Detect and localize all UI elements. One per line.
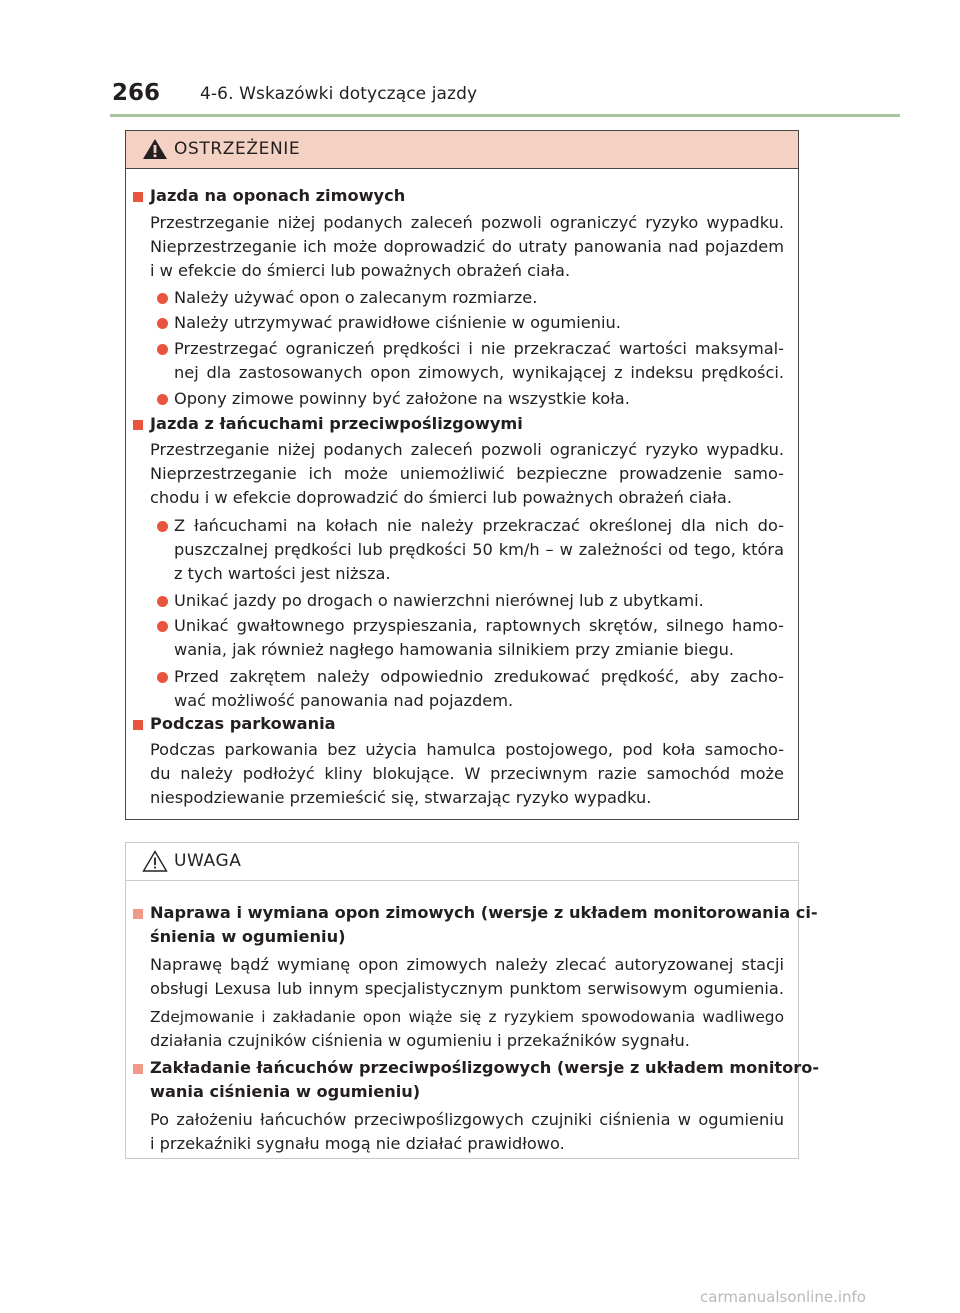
- notice-box-header: [126, 843, 798, 881]
- paragraph-line: Naprawę bądź wymianę opon zimowych należy zlecać autoryzowanej stacji: [150, 955, 784, 974]
- section-marker: [133, 192, 143, 202]
- bullet-marker: [157, 344, 168, 355]
- paragraph-line: obsługi Lexusa lub innym specjalistycznym punktom serwisowym ogumienia.: [150, 979, 784, 998]
- bullet-text: Przestrzegać ograniczeń prędkości i nie przekraczać wartości maksymal-: [174, 339, 784, 358]
- section-heading: Zakładanie łańcuchów przeciwpoślizgowych (wersje z układem monitoro-: [150, 1058, 820, 1077]
- bullet-text: puszczalnej prędkości lub prędkości 50 km/h – w zależności od tego, która: [174, 540, 784, 559]
- section-marker: [133, 420, 143, 430]
- section-title: 4-6. Wskazówki dotyczące jazdy: [200, 84, 478, 104]
- bullet-marker: [157, 621, 168, 632]
- paragraph-line: Nieprzestrzeganie ich może uniemożliwić bezpieczne prowadzenie samo-: [150, 464, 784, 483]
- section-heading: Jazda na oponach zimowych: [150, 186, 406, 205]
- paragraph-line: chodu i w efekcie doprowadzić do śmierci lub poważnych obrażeń ciała.: [150, 488, 732, 507]
- bullet-text: wać możliwość panowania nad pojazdem.: [174, 691, 514, 710]
- section-heading: Jazda z łańcuchami przeciwpoślizgowymi: [150, 414, 523, 433]
- notice-box-title: UWAGA: [174, 851, 242, 871]
- bullet-text: Z łańcuchami na kołach nie należy przekraczać określonej dla nich do-: [174, 516, 784, 535]
- paragraph-line: Zdejmowanie i zakładanie opon wiąże się z ryzykiem spowodowania wadliwego: [150, 1008, 784, 1026]
- paragraph-line: du należy podłożyć kliny blokujące. W przeciwnym razie samochód może: [150, 764, 784, 783]
- section-heading: Naprawa i wymiana opon zimowych (wersje z układem monitorowania ci-: [150, 903, 818, 922]
- warning-box: [125, 130, 799, 820]
- warning-box-header: [126, 131, 798, 169]
- bullet-marker: [157, 293, 168, 304]
- paragraph-line: i w efekcie do śmierci lub poważnych obrażeń ciała.: [150, 261, 571, 280]
- paragraph-line: Po założeniu łańcuchów przeciwpoślizgowych czujniki ciśnienia w ogumieniu: [150, 1110, 784, 1129]
- warning-triangle-icon: [142, 138, 168, 164]
- bullet-text: wania, jak również nagłego hamowania silnikiem przy zmianie biegu.: [174, 640, 735, 659]
- paragraph-line: działania czujników ciśnienia w ogumieniu i przekaźników sygnału.: [150, 1031, 690, 1050]
- bullet-text: Opony zimowe powinny być założone na wszystkie koła.: [174, 389, 630, 408]
- page-number: 266: [112, 80, 161, 106]
- bullet-text: Unikać jazdy po drogach o nawierzchni nierównej lub z ubytkami.: [174, 591, 704, 610]
- bullet-marker: [157, 318, 168, 329]
- section-heading: wania ciśnienia w ogumieniu): [150, 1082, 421, 1101]
- bullet-text: Unikać gwałtownego przyspieszania, raptownych skrętów, silnego hamo-: [174, 616, 784, 635]
- bullet-marker: [157, 596, 168, 607]
- watermark: carmanualsonline.info: [700, 1288, 866, 1306]
- caution-triangle-icon: [142, 850, 168, 876]
- warning-box-title: OSTRZEŻENIE: [174, 139, 301, 159]
- bullet-text: Należy używać opon o zalecanym rozmiarze.: [174, 288, 538, 307]
- paragraph-line: Podczas parkowania bez użycia hamulca postojowego, pod koła samocho-: [150, 740, 784, 759]
- bullet-text: nej dla zastosowanych opon zimowych, wynikającej z indeksu prędkości.: [174, 363, 784, 382]
- section-marker: [133, 909, 143, 919]
- page-header: [0, 0, 960, 120]
- bullet-marker: [157, 521, 168, 532]
- paragraph-line: Przestrzeganie niżej podanych zaleceń pozwoli ograniczyć ryzyko wypadku.: [150, 213, 784, 232]
- section-heading: Podczas parkowania: [150, 714, 336, 733]
- notice-box: [125, 842, 820, 1159]
- section-marker: [133, 720, 143, 730]
- section-marker: [133, 1064, 143, 1074]
- bullet-text: Przed zakrętem należy odpowiednio zredukować prędkość, aby zacho-: [174, 667, 784, 686]
- bullet-marker: [157, 394, 168, 405]
- paragraph-line: Przestrzeganie niżej podanych zaleceń pozwoli ograniczyć ryzyko wypadku.: [150, 440, 784, 459]
- bullet-text: Należy utrzymywać prawidłowe ciśnienie w ogumieniu.: [174, 313, 621, 332]
- section-heading: śnienia w ogumieniu): [150, 927, 346, 946]
- header-rule: [110, 114, 900, 117]
- paragraph-line: niespodziewanie przemieścić się, stwarzając ryzyko wypadku.: [150, 788, 652, 807]
- paragraph-line: i przekaźniki sygnału mogą nie działać prawidłowo.: [150, 1134, 565, 1153]
- bullet-text: z tych wartości jest niższa.: [174, 564, 391, 583]
- bullet-marker: [157, 672, 168, 683]
- paragraph-line: Nieprzestrzeganie ich może doprowadzić do utraty panowania nad pojazdem: [150, 237, 784, 256]
